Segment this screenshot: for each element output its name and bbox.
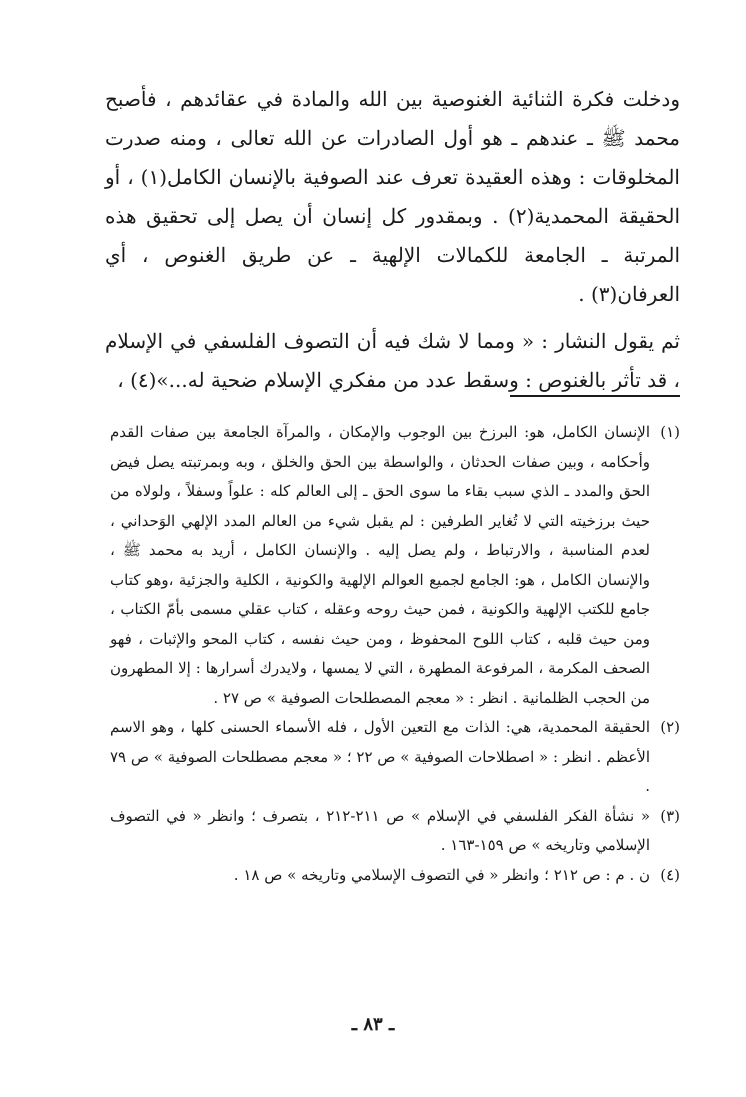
footnote-separator (510, 395, 680, 397)
page-number: ـ ٨٣ ـ (351, 1014, 395, 1035)
footnote-number: (١) (660, 423, 680, 441)
footnote-number: (٢) (660, 718, 680, 736)
footnote-4 (110, 861, 680, 891)
footnote-number: (٤) (660, 865, 680, 884)
footnote-text: الإنسان الكامل، هو: البرزخ بين الوجوب والإمكان ، والمرآة الجامعة بين صفات القدم وأحكامه ، وبين صفات الحدثان ، والواسطة بين الحق والخلق ، وبه وبمرتبته يصل فيض الحق والمدد ـ الذي سبب بقاء ما سوى الحق ـ إلى العالم كله : علواً وسفلاً ، ولولاه من حيث برزخيته التي لا تُغاير الطرفين : لم يقبل شيء من العالم المدد الإلهي الوَحداني ، لعدم المناسبة ، والارتباط ، ولم يصل إليه . والإنسان الكامل ، أريد به محمد ﷺ ، والإنسان الكامل ، هو: الجامع لجميع العوالم الإلهية والكونية ، الكلية والجزئية ،وهو كتاب جامع للكتب الإلهية والكونية ، فمن حيث روحه وعقله ، كتاب عقلي مسمى بأمّ الكتاب ، ومن حيث قلبه ، كتاب اللوح المحفوظ ، ومن حيث نفسه ، كتاب المحو والإثبات ، فهو الصحف المكرمة ، المرفوعة المطهرة ، التي لا يمسها ، ولايدرك أسرارها : إلا المطهرون من الحجب الظلمانية . انظر : « معجم المصطلحات الصوفية » ص ٢٧ . (110, 423, 650, 707)
footnote-text: الحقيقة المحمدية، هي: الذات مع التعين الأول ، فله الأسماء الحسنى كلها ، وهو الاسم الأعظم . انظر : « اصطلاحات الصوفية » ص ٢٢ ؛ « معجم مصطلحات الصوفية » ص ٧٩ . (110, 718, 651, 795)
paragraph-2: ثم يقول النشار : « ومما لا شك فيه أن التصوف الفلسفي في الإسلام ، قد تأثر بالغنوص : وسقط عدد من مفكري الإسلام ضحية له...»(٤) ، (105, 329, 680, 392)
footnote-text: « نشأة الفكر الفلسفي في الإسلام » ص ٢١١-٢١٢ ، بتصرف ؛ وانظر « في التصوف الإسلامي وتاريخه » ص ١٥٩-١٦٣ . (110, 806, 651, 854)
main-text (105, 80, 680, 400)
footnote-text: ن . م : ص ٢١٢ ؛ وانظر « في التصوف الإسلامي وتاريخه » ص ١٨ . (233, 865, 650, 884)
paragraph-1: ودخلت فكرة الثنائية الغنوصية بين الله والمادة في عقائدهم ، فأصبح محمد ﷺ ـ عندهم ـ هو أول الصادرات عن الله تعالى ، ومنه صدرت المخلوقات : وهذه العقيدة تعرف عند الصوفية بالإنسان الكامل(١) ، أو الحقيقة المحمدية(٢) . وبمقدور كل إنسان أن يصل إلى تحقيق هذه المرتبة ـ الجامعة للكمالات الإلهية ـ عن طريق الغنوص ، أي العرفان(٣) . (105, 87, 681, 306)
footnotes (110, 418, 680, 890)
footnote-3 (110, 802, 680, 861)
footnote-2 (110, 713, 680, 802)
footnote-1 (110, 418, 680, 713)
footnote-number: (٣) (660, 806, 680, 825)
